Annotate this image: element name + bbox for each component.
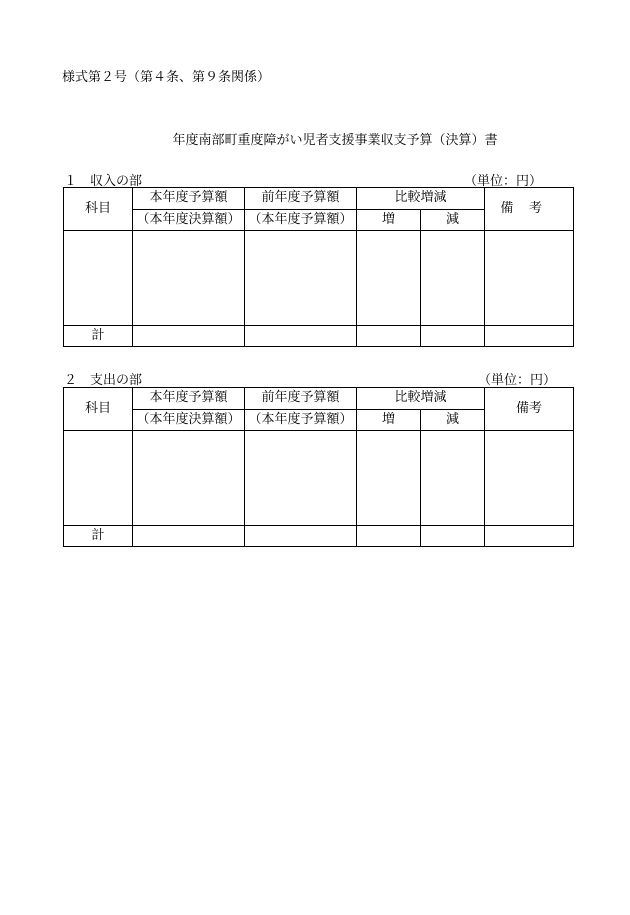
remarks-cell[interactable]: [485, 231, 574, 326]
total-current-cell[interactable]: [133, 526, 245, 547]
subject-header: 科目: [64, 188, 133, 231]
decrease-header: 減: [421, 210, 485, 231]
total-remarks-cell[interactable]: [485, 326, 574, 347]
total-current-cell[interactable]: [133, 326, 245, 347]
expenditure-section-header: [62, 369, 572, 387]
total-decrease-cell[interactable]: [421, 326, 485, 347]
income-table: [63, 187, 574, 347]
decrease-cell[interactable]: [421, 431, 485, 526]
document-title: 年度南部町重度障がい児者支援事業収支予算（決算）書: [172, 133, 498, 148]
expenditure-section-label: ２ 支出の部: [64, 373, 143, 388]
table-row: [64, 231, 574, 326]
current-amount-cell[interactable]: [133, 231, 245, 326]
total-row: [64, 526, 574, 547]
income-unit-label: （単位：円）: [463, 174, 542, 189]
current-budget-header: 本年度予算額: [133, 388, 245, 410]
total-previous-cell[interactable]: [245, 526, 357, 547]
current-settlement-subheader: （本年度決算額）: [133, 210, 245, 231]
subject-cell[interactable]: [64, 231, 133, 326]
previous-amount-cell[interactable]: [245, 431, 357, 526]
total-increase-cell[interactable]: [357, 326, 421, 347]
increase-cell[interactable]: [357, 431, 421, 526]
previous-amount-cell[interactable]: [245, 231, 357, 326]
comparison-header: 比較増減: [357, 188, 485, 210]
form-number: 様式第２号（第４条、第９条関係）: [62, 70, 271, 85]
expenditure-unit-label: （単位：円）: [477, 373, 556, 388]
current-amount-cell[interactable]: [133, 431, 245, 526]
total-decrease-cell[interactable]: [421, 526, 485, 547]
remarks-header: 備考: [485, 388, 574, 431]
increase-cell[interactable]: [357, 231, 421, 326]
previous-budget-subheader: （本年度予算額）: [245, 210, 357, 231]
total-remarks-cell[interactable]: [485, 526, 574, 547]
total-previous-cell[interactable]: [245, 326, 357, 347]
increase-header: 増: [357, 410, 421, 431]
subject-cell[interactable]: [64, 431, 133, 526]
expenditure-table: [63, 387, 574, 547]
total-row: [64, 326, 574, 347]
decrease-header: 減: [421, 410, 485, 431]
decrease-cell[interactable]: [421, 231, 485, 326]
subject-header: 科目: [64, 388, 133, 431]
previous-budget-header: 前年度予算額: [245, 188, 357, 210]
remarks-cell[interactable]: [485, 431, 574, 526]
remarks-header: 備考: [485, 188, 574, 231]
total-increase-cell[interactable]: [357, 526, 421, 547]
income-section-label: １ 収入の部: [64, 174, 143, 189]
previous-budget-header: 前年度予算額: [245, 388, 357, 410]
current-budget-header: 本年度予算額: [133, 188, 245, 210]
income-section-header: [62, 170, 572, 188]
table-row: [64, 431, 574, 526]
increase-header: 増: [357, 210, 421, 231]
previous-budget-subheader: （本年度予算額）: [245, 410, 357, 431]
current-settlement-subheader: （本年度決算額）: [133, 410, 245, 431]
total-label: 計: [64, 526, 133, 547]
total-label: 計: [64, 326, 133, 347]
comparison-header: 比較増減: [357, 388, 485, 410]
